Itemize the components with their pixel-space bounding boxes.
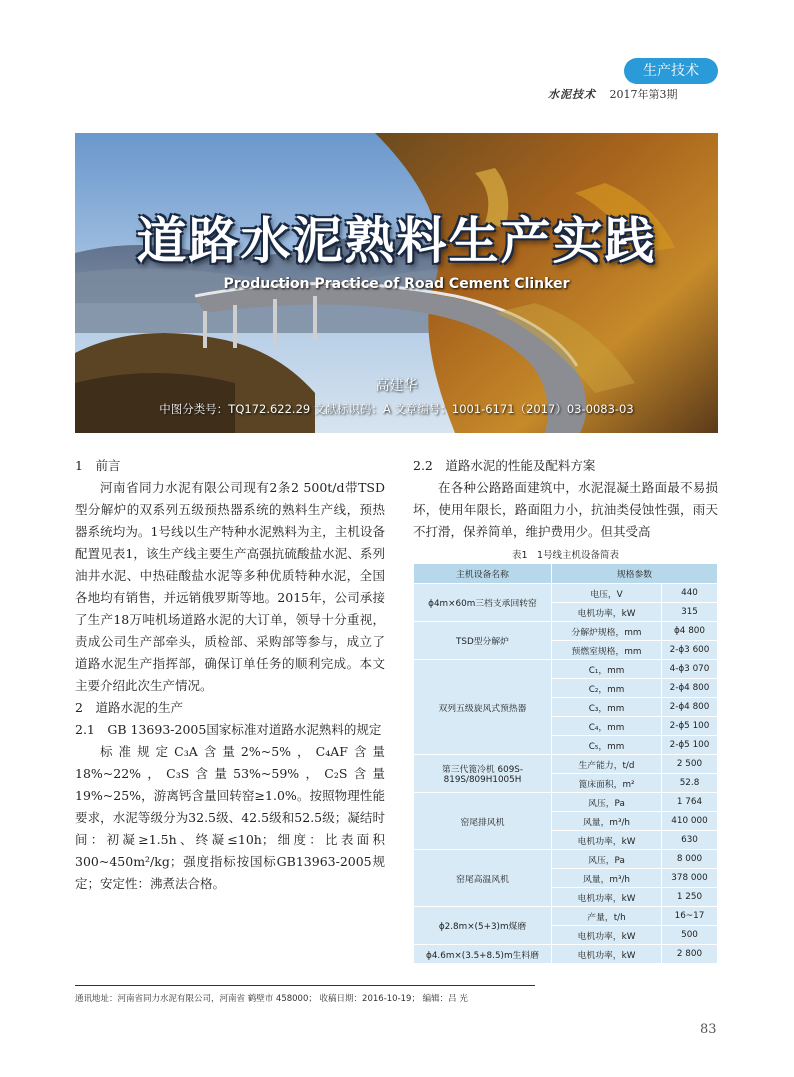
parameter-cell: 电压，V — [552, 584, 662, 603]
heading-preface: 1 前言 — [75, 458, 121, 473]
article-title-cn: 道路水泥熟料生产实践 — [136, 212, 657, 270]
equipment-table — [413, 563, 718, 964]
equipment-name-cell: 双列五级旋风式预热器 — [414, 660, 552, 755]
equipment-name-cell: 窑尾排风机 — [414, 793, 552, 850]
page-number: 83 — [700, 1022, 717, 1037]
parameter-cell: 产量，t/h — [552, 907, 662, 926]
parameter-cell: C₂，mm — [552, 679, 662, 698]
right-column — [413, 455, 718, 543]
equipment-name-cell: ϕ4.6m×(3.5+8.5)m生料磨 — [414, 945, 552, 964]
parameter-cell: 电机功率，kW — [552, 831, 662, 850]
author-name: 高建华 — [375, 378, 418, 394]
value-cell: 410 000 — [662, 812, 718, 831]
value-cell: 1 764 — [662, 793, 718, 812]
parameter-cell: 电机功率，kW — [552, 926, 662, 945]
parameter-cell: 风压，Pa — [552, 793, 662, 812]
parameter-cell: 预燃室规格，mm — [552, 641, 662, 660]
parameter-cell: 风量，m³/h — [552, 869, 662, 888]
table-row — [414, 945, 718, 964]
value-cell: 500 — [662, 926, 718, 945]
table-row — [414, 584, 718, 603]
parameter-cell: C₁，mm — [552, 660, 662, 679]
table-header-spec: 规格参数 — [552, 564, 718, 584]
equipment-name-cell: TSD型分解炉 — [414, 622, 552, 660]
equipment-table-body — [414, 584, 718, 964]
value-cell: 16~17 — [662, 907, 718, 926]
table-row — [414, 622, 718, 641]
equipment-name-cell: ϕ2.8m×(5+3)m煤磨 — [414, 907, 552, 945]
value-cell: 630 — [662, 831, 718, 850]
table-row — [414, 850, 718, 869]
value-cell: 2-ϕ5 100 — [662, 717, 718, 736]
heading-production: 2 道路水泥的生产 — [75, 700, 183, 715]
journal-name: 水泥技术 — [548, 88, 596, 101]
table-caption: 表1 1号线主机设备简表 — [511, 550, 620, 561]
parameter-cell: 风压，Pa — [552, 850, 662, 869]
value-cell: ϕ4 800 — [662, 622, 718, 641]
value-cell: 2 800 — [662, 945, 718, 964]
left-column — [75, 455, 385, 895]
equipment-name-cell: ϕ4m×60m三档支承回转窑 — [414, 584, 552, 622]
footer-divider — [75, 985, 535, 986]
parameter-cell: 电机功率，kW — [552, 603, 662, 622]
equipment-name-cell: 窑尾高温风机 — [414, 850, 552, 907]
value-cell: 378 000 — [662, 869, 718, 888]
parameter-cell: 风量，m³/h — [552, 812, 662, 831]
section-badge: 生产技术 — [624, 58, 718, 84]
classification-info: 中图分类号：TQ172.622.29 文献标识码：A 文章编号：1001-6171（2017）03-0083-03 — [159, 402, 634, 416]
heading-standard: 2.1 GB 13693-2005国家标准对道路水泥熟料的规定 — [75, 722, 382, 737]
value-cell: 4-ϕ3 070 — [662, 660, 718, 679]
equipment-name-cell: 第三代篦冷机 609S-819S/809H1005H — [414, 755, 552, 793]
parameter-cell: 分解炉规格，mm — [552, 622, 662, 641]
paragraph-performance: 在各种公路路面建筑中，水泥混凝土路面最不易损坏，使用年限长，路面阻力小，抗油类侵蚀性强，雨天不打滑，保养简单，维护费用少。但其受高 — [413, 480, 718, 539]
article-title-en: Production Practice of Road Cement Clinker — [223, 276, 570, 292]
value-cell: 2 500 — [662, 755, 718, 774]
value-cell: 2-ϕ4 800 — [662, 679, 718, 698]
parameter-cell: 电机功率，kW — [552, 888, 662, 907]
parameter-cell: 电机功率，kW — [552, 945, 662, 964]
journal-header — [548, 86, 678, 102]
value-cell: 2-ϕ3 600 — [662, 641, 718, 660]
parameter-cell: C₄，mm — [552, 717, 662, 736]
table-row — [414, 793, 718, 812]
value-cell: 2-ϕ5 100 — [662, 736, 718, 755]
paragraph-preface: 河南省同力水泥有限公司现有2条2 500t/d带TSD型分解炉的双系列五级预热器系统的熟料生产线，预热器系统均为。1号线以生产特种水泥熟料为主，主机设备配置见表1，该生产线主要生产高强抗硫酸盐水泥、系列油井水泥、中热硅酸盐水泥等多种优质特种水泥，全国各地均有销售，并远销俄罗斯等地。2015年，公司承接了生产18万吨机场道路水泥的大订单，领导十分重视，责成公司生产部牵头，质检部、采购部等参与，成立了道路水泥生产指挥部，确保订单任务的顺利完成。本文主要介绍此次生产情况。 — [75, 480, 385, 693]
table-header-equipment: 主机设备名称 — [414, 564, 552, 584]
table-row — [414, 660, 718, 679]
hero-banner — [75, 133, 718, 433]
heading-performance: 2.2 道路水泥的性能及配料方案 — [413, 458, 596, 473]
parameter-cell: C₃，mm — [552, 698, 662, 717]
value-cell: 440 — [662, 584, 718, 603]
parameter-cell: C₅，mm — [552, 736, 662, 755]
footer-address: 通讯地址：河南省同力水泥有限公司，河南省 鹤壁市 458000； 收稿日期：2016-10-19； 编辑：吕 光 — [75, 994, 468, 1004]
paragraph-standard: 标准规定C₃A含量2%~5%，C₄AF含量18%~22%，C₃S含量53%~59%，C₂S含量19%~25%，游离钙含量回转窑≥1.0%。按照物理性能要求，水泥等级分为32.5级、42.5级和52.5级；凝结时间：初凝≥1.5h、终凝≤10h；细度：比表面积300~450m²/kg；强度指标按国标GB13963-2005规定；安定性：沸煮法合格。 — [75, 744, 385, 891]
value-cell: 1 250 — [662, 888, 718, 907]
value-cell: 315 — [662, 603, 718, 622]
value-cell: 52.8 — [662, 774, 718, 793]
parameter-cell: 生产能力，t/d — [552, 755, 662, 774]
journal-issue: 2017年第3期 — [609, 88, 678, 101]
table-row — [414, 755, 718, 774]
parameter-cell: 篦床面积，m² — [552, 774, 662, 793]
table-row — [414, 907, 718, 926]
value-cell: 2-ϕ4 800 — [662, 698, 718, 717]
value-cell: 8 000 — [662, 850, 718, 869]
